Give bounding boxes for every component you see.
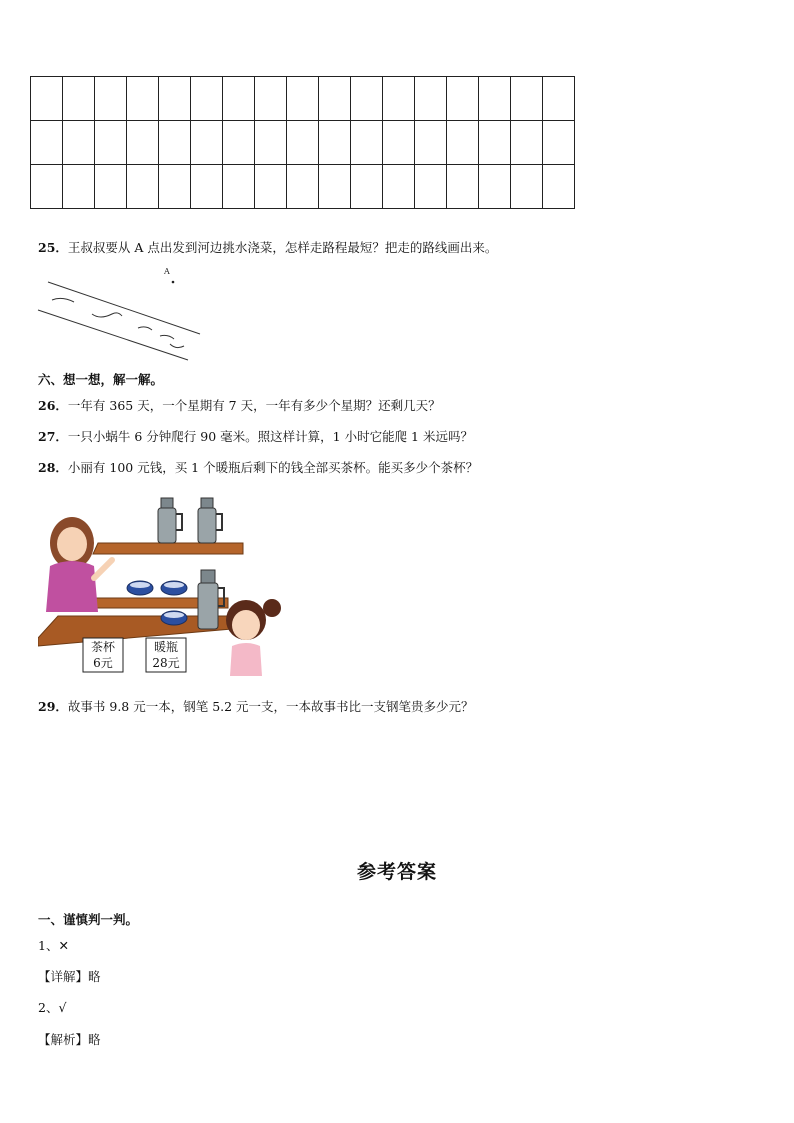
price-tag-cup-name: 茶杯 (90, 640, 116, 654)
question-number: 28． (38, 460, 68, 475)
question-29 (38, 697, 474, 715)
answer-2: 2、√ (38, 1000, 67, 1015)
question-text: 王叔叔要从 A 点出发到河边挑水浇菜，怎样走路程最短？把走的路线画出来。 (67, 240, 498, 255)
thermos-icon (158, 498, 182, 543)
grid-cell[interactable] (351, 121, 383, 165)
grid-cell[interactable] (511, 165, 543, 209)
price-tag-flask-price: 28元 (152, 656, 180, 670)
grid-cell[interactable] (191, 121, 223, 165)
grid-cell[interactable] (351, 77, 383, 121)
question-26 (38, 396, 441, 414)
grid-cell[interactable] (255, 165, 287, 209)
answer-2-detail: 【解析】略 (38, 1032, 101, 1047)
grid-cell[interactable] (543, 165, 575, 209)
grid-cell[interactable] (319, 77, 351, 121)
grid-cell[interactable] (127, 77, 159, 121)
grid-cell[interactable] (223, 77, 255, 121)
grid-cell[interactable] (479, 165, 511, 209)
question-number: 27． (38, 429, 68, 444)
teacup-icon (161, 581, 187, 595)
teacup-icon (127, 581, 153, 595)
grid-cell[interactable] (223, 165, 255, 209)
grid-cell[interactable] (159, 121, 191, 165)
grid-cell[interactable] (127, 165, 159, 209)
grid-cell[interactable] (95, 121, 127, 165)
riverbank-upper (48, 282, 200, 334)
grid-cell[interactable] (415, 77, 447, 121)
answer-key-title: 参考答案 (356, 861, 437, 883)
grid-row (31, 121, 575, 165)
question-number: 29． (38, 699, 68, 714)
girl-figure (226, 599, 281, 676)
grid-cell[interactable] (63, 77, 95, 121)
question-28 (38, 458, 478, 476)
grid-row (31, 165, 575, 209)
grid-cell[interactable] (31, 121, 63, 165)
grid-cell[interactable] (255, 77, 287, 121)
answer-1: 1、✕ (38, 938, 69, 953)
answer-1-detail: 【详解】略 (38, 969, 101, 984)
shop-illustration (38, 488, 288, 678)
grid-cell[interactable] (511, 77, 543, 121)
grid-row (31, 77, 575, 121)
question-text: 小丽有 100 元钱，买 1 个暖瓶后剩下的钱全部买茶杯。能买多少个茶杯？ (67, 460, 479, 475)
grid-cell[interactable] (351, 165, 383, 209)
grid-cell[interactable] (63, 165, 95, 209)
grid-cell[interactable] (415, 121, 447, 165)
thermos-icon (198, 498, 222, 543)
grid-cell[interactable] (95, 77, 127, 121)
grid-cell[interactable] (191, 77, 223, 121)
river-diagram (30, 262, 220, 362)
grid-cell[interactable] (287, 165, 319, 209)
answer-section-1-heading: 一、谨慎判一判。 (38, 912, 139, 927)
grid-cell[interactable] (447, 77, 479, 121)
grid-cell[interactable] (383, 77, 415, 121)
teacup-icon (161, 611, 187, 625)
question-number: 25． (38, 240, 68, 255)
grid-cell[interactable] (287, 77, 319, 121)
question-number: 26． (38, 398, 68, 413)
grid-cell[interactable] (543, 121, 575, 165)
grid-cell[interactable] (287, 121, 319, 165)
section-6-heading: 六、想一想，解一解。 (38, 372, 164, 387)
grid-cell[interactable] (383, 165, 415, 209)
grid-cell[interactable] (31, 165, 63, 209)
grid-cell[interactable] (479, 77, 511, 121)
grid-cell[interactable] (415, 165, 447, 209)
grid-cell[interactable] (319, 121, 351, 165)
grid-cell[interactable] (127, 121, 159, 165)
grid-cell[interactable] (63, 121, 95, 165)
grid-cell[interactable] (31, 77, 63, 121)
question-text: 故事书 9.8 元一本，钢笔 5.2 元一支，一本故事书比一支钢笔贵多少元？ (67, 699, 474, 714)
point-a (172, 281, 175, 284)
top-shelf (93, 543, 243, 554)
question-25 (38, 238, 497, 256)
question-text: 一年有 365 天，一个星期有 7 天，一年有多少个星期？还剩几天？ (67, 398, 441, 413)
grid-cell[interactable] (319, 165, 351, 209)
point-a-label: A (164, 267, 170, 276)
grid-cell[interactable] (543, 77, 575, 121)
grid-cell[interactable] (255, 121, 287, 165)
grid-cell[interactable] (159, 77, 191, 121)
price-tag-cup-price: 6元 (93, 656, 113, 670)
grid-cell[interactable] (447, 121, 479, 165)
question-27 (38, 427, 473, 445)
grid-cell[interactable] (191, 165, 223, 209)
grid-cell[interactable] (95, 165, 127, 209)
grid-cell[interactable] (223, 121, 255, 165)
grid-cell[interactable] (479, 121, 511, 165)
answer-writing-grid (30, 76, 575, 209)
price-tag-flask-name: 暖瓶 (153, 640, 179, 654)
grid-cell[interactable] (447, 165, 479, 209)
grid-cell[interactable] (511, 121, 543, 165)
question-text: 一只小蜗牛 6 分钟爬行 90 毫米。照这样计算，1 小时它能爬 1 米远吗？ (67, 429, 473, 444)
grid-cell[interactable] (383, 121, 415, 165)
grid-cell[interactable] (159, 165, 191, 209)
